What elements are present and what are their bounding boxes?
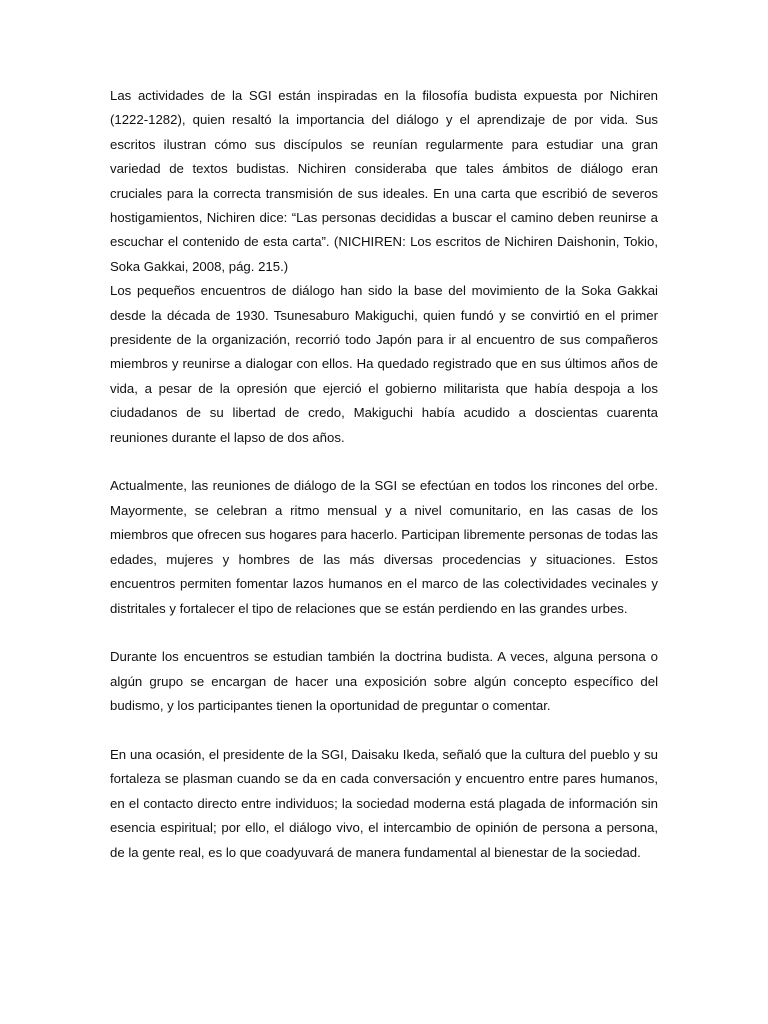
paragraph-current-meetings: Actualmente, las reuniones de diálogo de la SGI se efectúan en todos los rincones del orbe. Mayormente, se celebran a ritmo mensual y a nivel comunitario, en las casas de los miembros que ofrecen sus hogares para hacerlo. Participan libremente personas de todas las edades, mujeres y hombres de las más diversas procedencias y situaciones. Estos encuentros permiten fomentar lazos humanos en el marco de las colectividades vecinales y distritales y fortalecer el tipo de relaciones que se están perdiendo en las grandes urbes.	[110, 478, 658, 616]
paragraph-ikeda-quote: En una ocasión, el presidente de la SGI, Daisaku Ikeda, señaló que la cultura del pueblo y su fortaleza se plasman cuando se da en cada conversación y encuentro entre pares humanos, en el contacto directo entre individuos; la sociedad moderna está plagada de información sin esencia espiritual; por ello, el diálogo vivo, el intercambio de opinión de persona a persona, de la gente real, es lo que coadyuvará de manera fundamental al bienestar de la sociedad.	[110, 746, 658, 860]
document-page	[110, 84, 658, 865]
paragraph-dialogue-meetings-history: Los pequeños encuentros de diálogo han sido la base del movimiento de la Soka Gakkai desde la década de 1930. Tsunesaburo Makiguchi, quien fundó y se convirtió en el primer presidente de la organización, recorrió todo Japón para ir al encuentro de sus compañeros miembros y reunirse a dialogar con ellos. Ha quedado registrado que en sus últimos años de vida, a pesar de la opresión que ejerció el gobierno militarista que había despoja a los ciudadanos de su libertad de credo, Makiguchi había acudido a doscientas cuarenta reuniones durante el lapso de dos años.	[110, 283, 658, 445]
paragraph-sgi-activities: Las actividades de la SGI están inspiradas en la filosofía budista expuesta por Nichiren (1222-1282), quien resaltó la importancia del diálogo y el aprendizaje de por vida. Sus escritos ilustran cómo sus discípulos se reunían regularmente para estudiar una gran variedad de textos budistas. Nichiren consideraba que tales ámbitos de diálogo eran cruciales para la correcta transmisión de sus ideales. En una carta que escribió de severos hostigamientos, Nichiren dice: “Las personas decididas a buscar el camino deben reunirse a escuchar el contenido de esta carta”. (NICHIREN: Los escritos de Nichiren Daishonin, Tokio, Soka Gakkai, 2008, pág. 215.)	[110, 88, 658, 274]
paragraph-buddhist-study: Durante los encuentros se estudian también la doctrina budista. A veces, alguna persona o algún grupo se encargan de hacer una exposición sobre algún concepto específico del budismo, y los participantes tienen la oportunidad de preguntar o comentar.	[110, 649, 658, 714]
